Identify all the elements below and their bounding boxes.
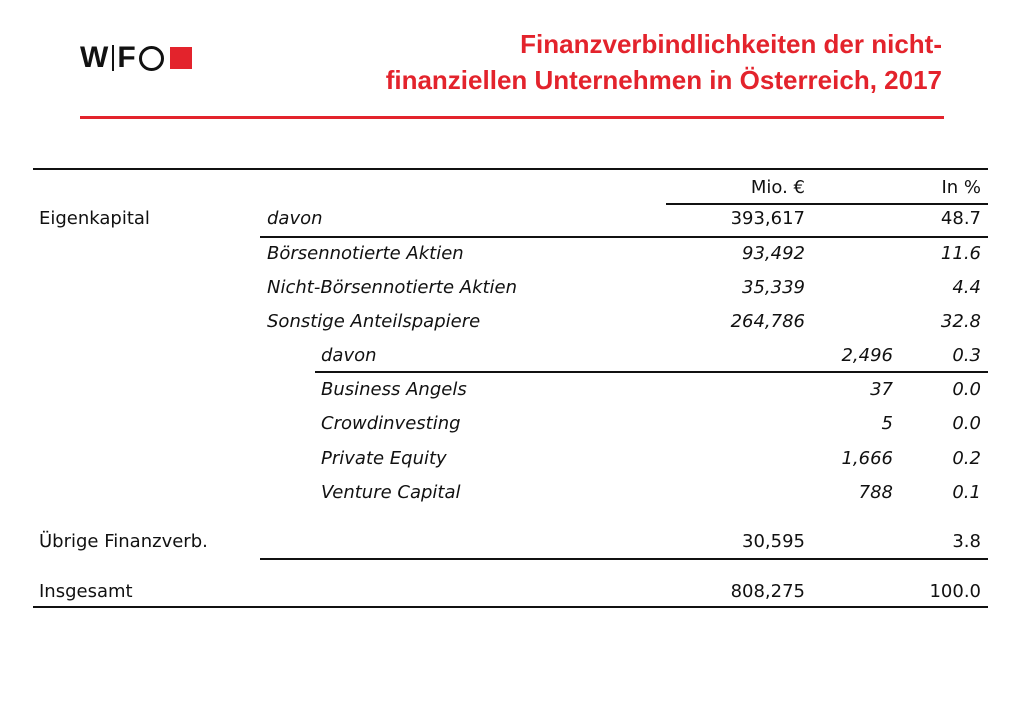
row-label: davon: [321, 345, 377, 366]
row-label: Eigenkapital: [39, 208, 150, 229]
row-pct: 0.1: [952, 482, 981, 503]
logo-letter-w: W: [80, 41, 110, 74]
row-pct: 4.4: [952, 277, 981, 298]
row-pct: 0.3: [952, 345, 981, 366]
row-label: Übrige Finanzverb.: [39, 531, 208, 552]
table-top-rule: [33, 168, 988, 170]
logo-letter-f: F: [117, 41, 137, 74]
row-mio: 5: [881, 413, 893, 434]
header-mio: Mio. €: [750, 177, 805, 198]
row-pct: 3.8: [952, 531, 981, 552]
row-mio: 808,275: [730, 581, 805, 602]
row-pct: 0.2: [952, 448, 981, 469]
row-pct: 0.0: [952, 379, 981, 400]
row-pct: 32.8: [940, 311, 981, 332]
title-line-2: finanziellen Unternehmen in Österreich, 2017: [385, 65, 942, 95]
row-label: Private Equity: [321, 448, 447, 469]
row-mio: 788: [858, 482, 893, 503]
row-mio: 1,666: [841, 448, 893, 469]
row-label: Crowdinvesting: [321, 413, 461, 434]
row-label: Nicht-Börsennotierte Aktien: [267, 277, 518, 298]
row-pct: 100.0: [929, 581, 981, 602]
page-title: [242, 26, 942, 98]
row-pct: 11.6: [940, 243, 981, 264]
row-label: Börsennotierte Aktien: [267, 243, 464, 264]
table-bottom-rule: [33, 606, 988, 608]
row-label: Business Angels: [321, 379, 467, 400]
title-underline: [80, 116, 944, 119]
sonstige-davon-rule: [315, 371, 988, 373]
uebrige-rule: [260, 558, 988, 560]
row-mio: 264,786: [730, 311, 805, 332]
header-pct: In %: [941, 177, 981, 198]
row-mio: 393,617: [730, 208, 805, 229]
row-mio: 35,339: [742, 277, 805, 298]
row-label: Sonstige Anteilspapiere: [267, 311, 481, 332]
title-line-1: Finanzverbindlichkeiten der nicht-: [520, 29, 942, 59]
logo-circle-icon: [139, 46, 164, 71]
row-sublabel: davon: [267, 208, 323, 229]
row-mio: 30,595: [742, 531, 805, 552]
wifo-logo: [80, 40, 192, 76]
eigenkapital-rule: [260, 236, 988, 238]
logo-divider: [112, 45, 114, 71]
row-label: Insgesamt: [39, 581, 133, 602]
logo-square-icon: [170, 47, 192, 69]
row-mio: 93,492: [742, 243, 805, 264]
row-mio: 2,496: [841, 345, 893, 366]
liabilities-table: [33, 168, 988, 613]
header-rule: [666, 203, 988, 205]
row-pct: 0.0: [952, 413, 981, 434]
row-label: Venture Capital: [321, 482, 461, 503]
row-pct: 48.7: [940, 208, 981, 229]
row-mio: 37: [870, 379, 893, 400]
